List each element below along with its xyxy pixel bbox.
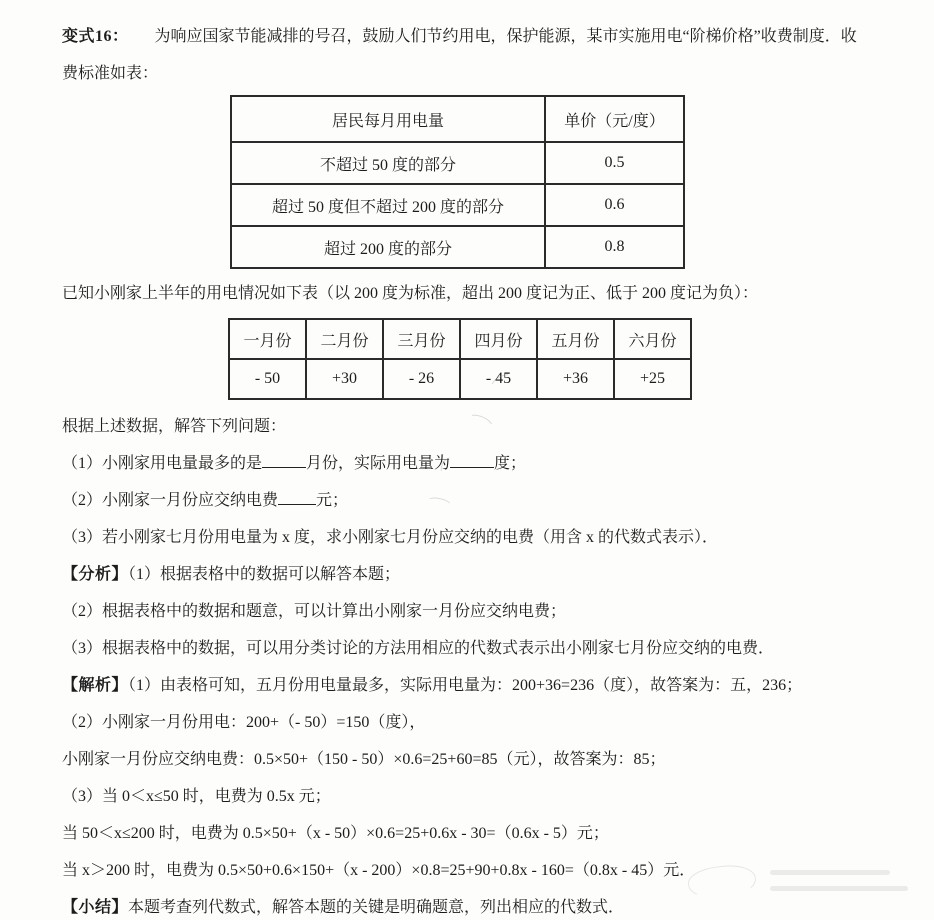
solution-line-5: 当 50＜x≤200 时，电费为 0.5×50+（x - 50）×0.6=25+0.6x - 30=（0.6x - 5）元； — [62, 825, 609, 842]
solution-line-6: 当 x＞200 时，电费为 0.5×50+0.6×150+（x - 200）×0.8=25+90+0.8x - 160=（0.8x - 45）元． — [62, 862, 696, 879]
month-value: +25 — [614, 359, 691, 399]
question-2 — [62, 482, 872, 519]
table-row — [229, 359, 691, 399]
summary-label: 【小结】 — [62, 899, 129, 916]
question-1-text: 月份，实际用电量为 — [306, 455, 451, 472]
solution-text: （1）由表格可知，五月份用电量最多，实际用电量为：200+36=236（度），故答案为：五，236； — [128, 677, 803, 694]
month-header: 二月份 — [306, 319, 383, 359]
solution-line-3: 小刚家一月份应交纳电费：0.5×50+（150 - 50）×0.6=25+60=85（元），故答案为：85； — [62, 751, 666, 768]
month-header: 六月份 — [614, 319, 691, 359]
question-2-text: （2）小刚家一月份应交纳电费 — [62, 492, 279, 509]
solution-line-4: （3）当 0＜x≤50 时，电费为 0.5x 元； — [62, 788, 331, 805]
month-value: - 45 — [460, 359, 537, 399]
question-2-text: 元； — [316, 492, 349, 509]
price-tier-label: 不超过 50 度的部分 — [231, 142, 545, 184]
problem-intro-text: 为响应国家节能减排的号召，鼓励人们节约用电，保护能源，某市实施用电“阶梯价格”收费制度．收费标准如表： — [62, 28, 857, 82]
analysis-line-1 — [62, 556, 872, 593]
month-header: 四月份 — [460, 319, 537, 359]
question-1-text: 度； — [494, 455, 527, 472]
answer-blank — [450, 453, 494, 468]
month-value: - 50 — [229, 359, 306, 399]
analysis-text: （1）根据表格中的数据可以解答本题； — [128, 566, 401, 583]
question-1 — [62, 445, 872, 482]
analysis-line-3: （3）根据表格中的数据，可以用分类讨论的方法用相应的代数式表示出小刚家七月份应交纳的电费． — [62, 640, 775, 657]
analysis-label: 【分析】 — [62, 566, 129, 583]
analysis-line-2: （2）根据表格中的数据和题意，可以计算出小刚家一月份应交纳电费； — [62, 603, 567, 620]
solution-label: 【解析】 — [62, 677, 129, 694]
price-tier-value: 0.5 — [545, 142, 684, 184]
table-row — [229, 319, 691, 359]
usage-table — [228, 318, 692, 400]
table-row — [231, 142, 684, 184]
price-tier-value: 0.8 — [545, 226, 684, 268]
price-table — [230, 95, 685, 269]
price-tier-label: 超过 50 度但不超过 200 度的部分 — [231, 184, 545, 226]
problem-intro — [62, 18, 872, 92]
question-3: （3）若小刚家七月份用电量为 x 度，求小刚家七月份应交纳的电费（用含 x 的代数式表示）． — [62, 529, 719, 546]
month-value: +30 — [306, 359, 383, 399]
answer-blank — [278, 490, 316, 505]
summary-text: 本题考查列代数式，解答本题的关键是明确题意，列出相应的代数式． — [128, 899, 625, 916]
summary-line — [62, 889, 872, 920]
price-tier-label: 超过 200 度的部分 — [231, 226, 545, 268]
month-value: +36 — [537, 359, 614, 399]
price-tier-value: 0.6 — [545, 184, 684, 226]
month-header: 一月份 — [229, 319, 306, 359]
price-table-header-usage: 居民每月用电量 — [231, 96, 545, 142]
table-row — [231, 96, 684, 142]
question-1-text: （1）小刚家用电量最多的是 — [62, 455, 263, 472]
solution-line-1 — [62, 667, 872, 704]
questions-prompt: 根据上述数据，解答下列问题： — [62, 418, 287, 435]
table-row — [231, 184, 684, 226]
price-table-header-price: 单价（元/度） — [545, 96, 684, 142]
table-row — [231, 226, 684, 268]
solution-line-2: （2）小刚家一月份用电：200+（- 50）=150（度）， — [62, 714, 426, 731]
problem-label: 变式16： — [62, 28, 129, 45]
answer-blank — [262, 453, 306, 468]
usage-intro: 已知小刚家上半年的用电情况如下表（以 200 度为标准，超出 200 度记为正、低于 200 度记为负）： — [62, 285, 759, 302]
month-header: 五月份 — [537, 319, 614, 359]
month-header: 三月份 — [383, 319, 460, 359]
month-value: - 26 — [383, 359, 460, 399]
